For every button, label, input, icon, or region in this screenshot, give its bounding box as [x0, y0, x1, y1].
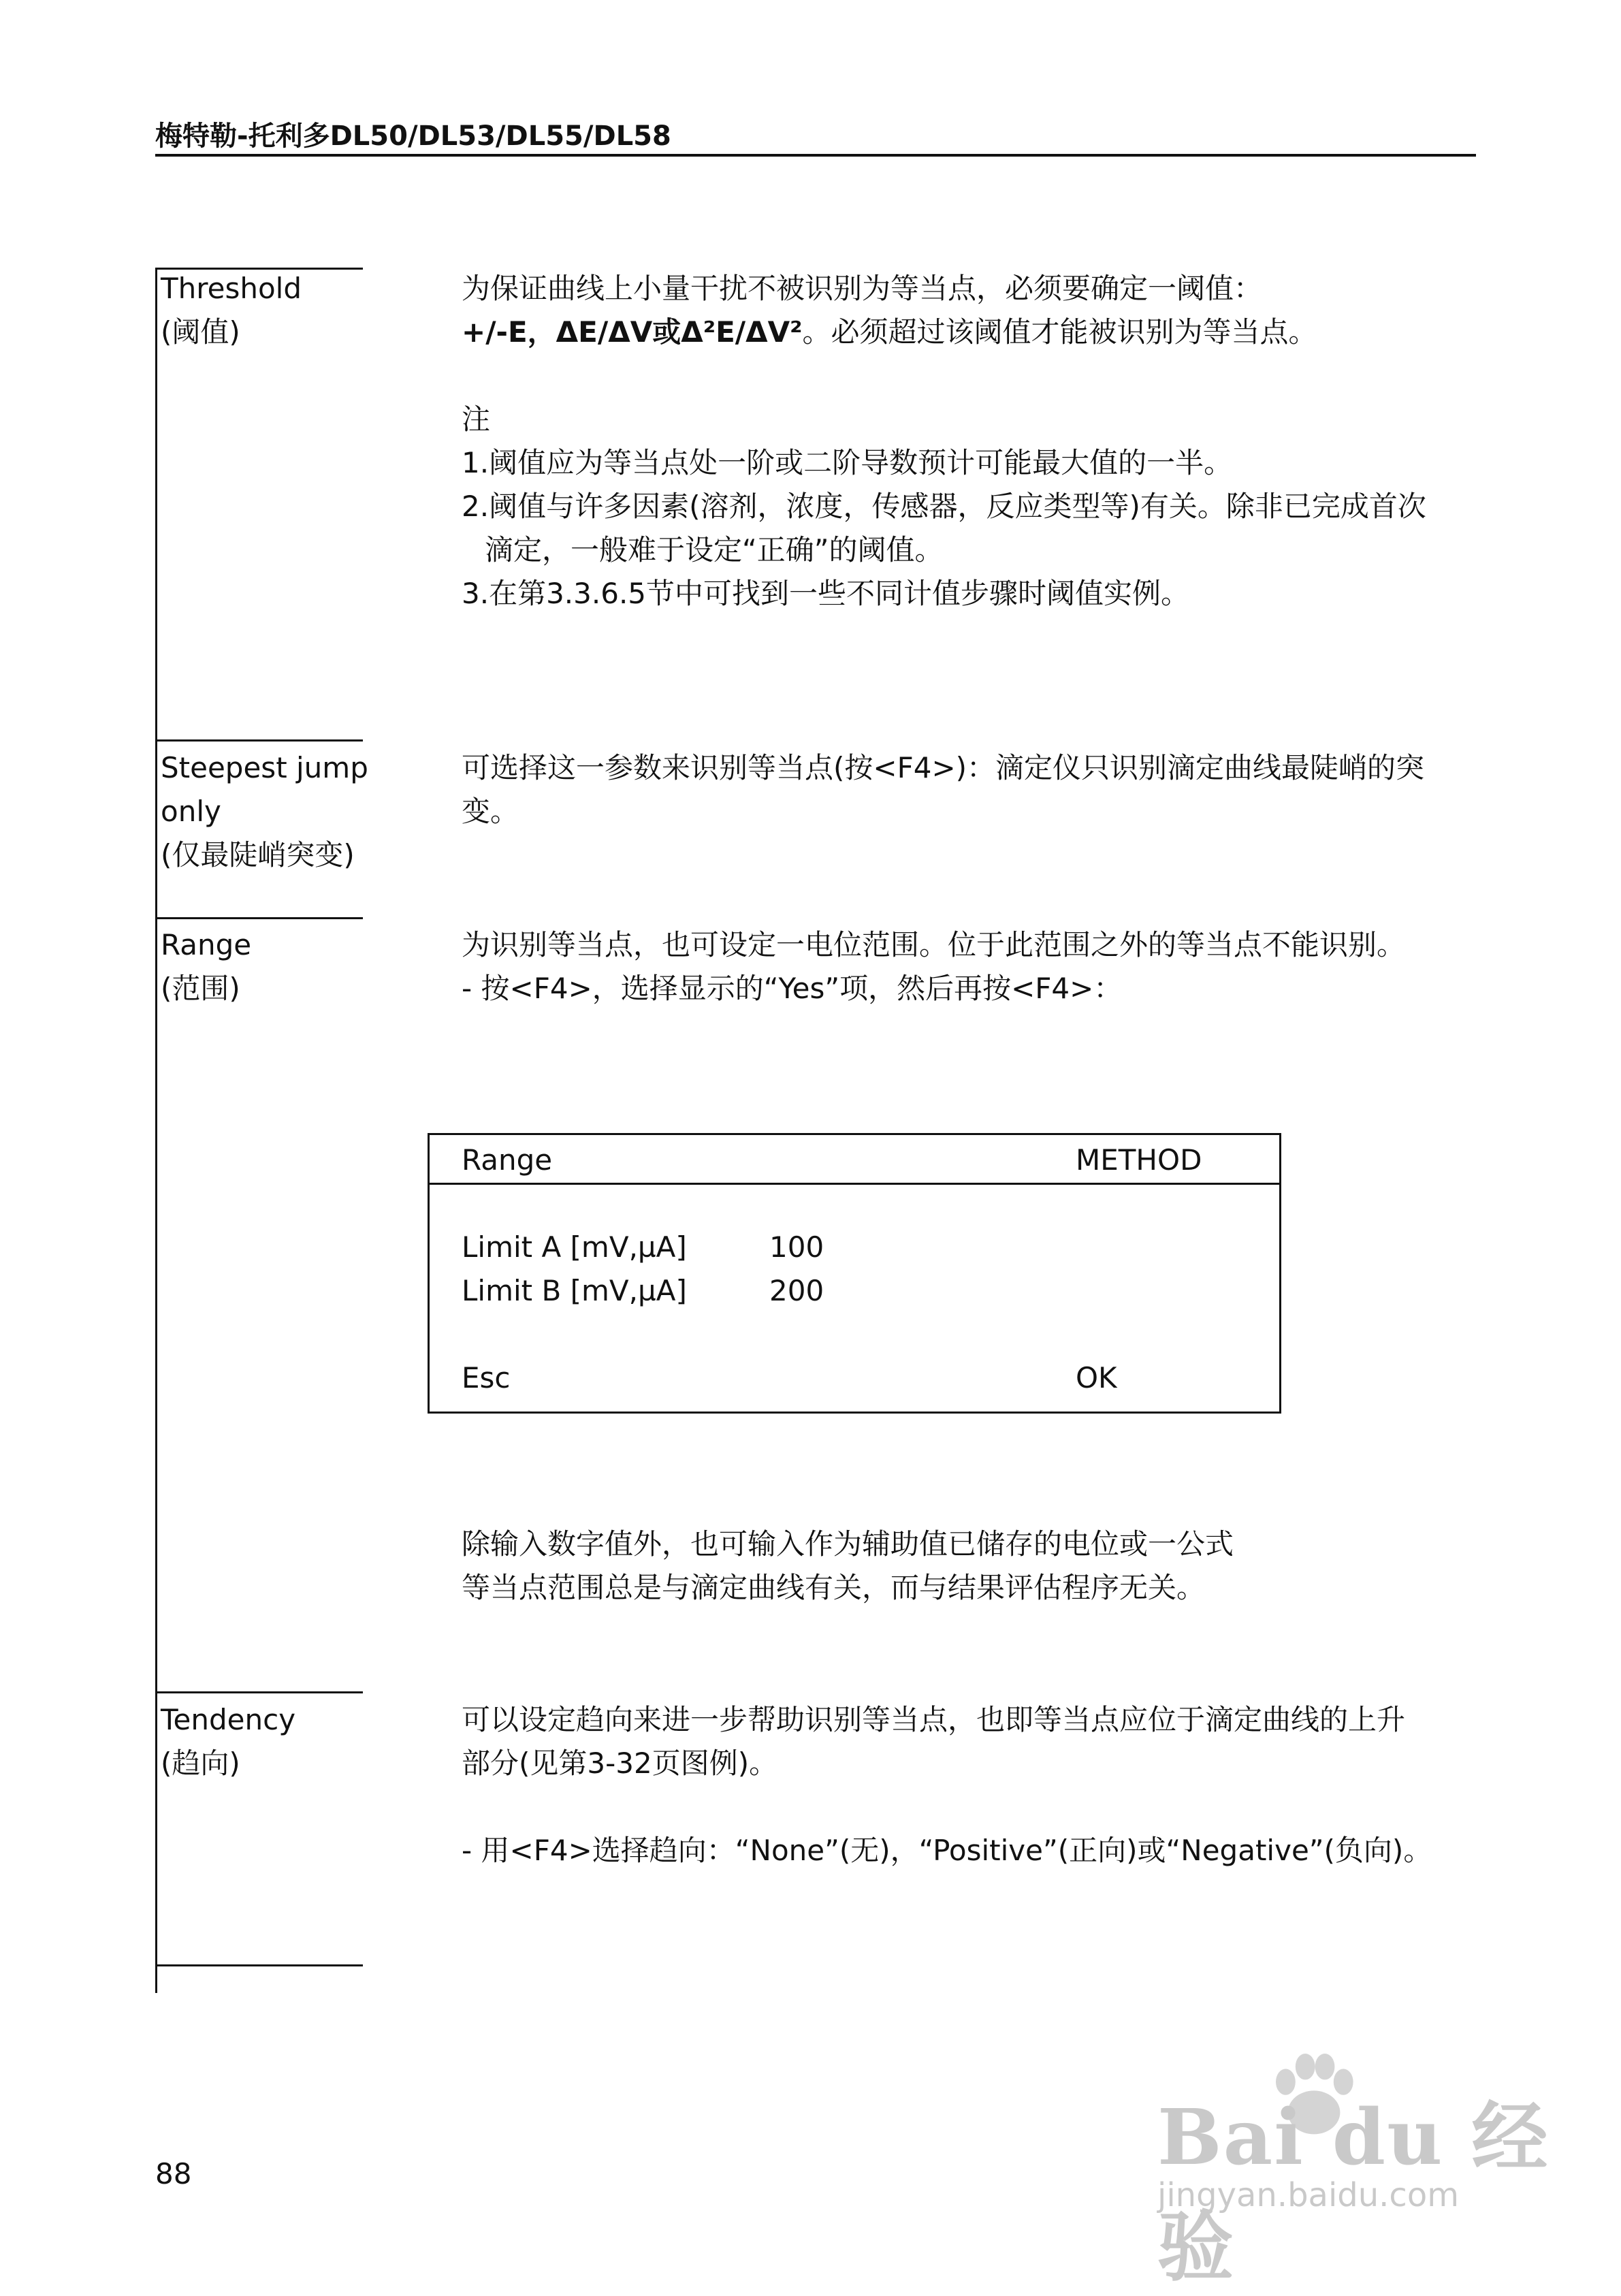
label-range-en: Range	[161, 928, 252, 961]
separator-steepest	[155, 739, 363, 742]
watermark-url: jingyan.baidu.com	[1157, 2176, 1459, 2214]
limit-b-value[interactable]: 200	[769, 1274, 824, 1307]
threshold-line2	[462, 310, 1317, 354]
note-3: 3.在第3.3.6.5节中可找到一些不同计值步骤时阈值实例。	[462, 577, 1190, 610]
ok-softkey[interactable]: OK	[1076, 1361, 1117, 1394]
dialog-title: Range	[462, 1143, 553, 1177]
label-steepest-cn: (仅最陡峭突变)	[161, 838, 355, 872]
range-after1: 除输入数字值外，也可输入作为辅助值已储存的电位或一公式	[462, 1527, 1234, 1561]
page-number: 88	[155, 2157, 192, 2190]
tendency-line1: 可以设定趋向来进一步帮助识别等当点，也即等当点应位于滴定曲线的上升	[462, 1703, 1406, 1736]
dialog-title-rule	[428, 1183, 1281, 1185]
threshold-formula: +/-E，ΔE/ΔV或Δ²E/ΔV²	[462, 315, 803, 349]
note-2a: 2.阈值与许多因素(溶剂，浓度，传感器，反应类型等)有关。除非已完成首次	[462, 490, 1426, 523]
left-column-line	[155, 268, 157, 1993]
limit-b-label: Limit B [mV,µA]	[462, 1274, 687, 1307]
threshold-line1: 为保证曲线上小量干扰不被识别为等当点，必须要确定一阈值：	[462, 272, 1263, 305]
label-steepest-en1: Steepest jump	[161, 751, 368, 784]
label-range-cn: (范围)	[161, 972, 240, 1005]
watermark-logo: Bai du 经验	[1157, 2093, 1550, 2292]
label-steepest-en2: only	[161, 795, 221, 828]
esc-softkey[interactable]: Esc	[462, 1361, 511, 1394]
separator-tendency	[155, 1691, 363, 1693]
separator-end	[155, 1964, 363, 1966]
label-tendency-cn: (趋向)	[161, 1747, 240, 1780]
range-line2: - 按<F4>，选择显示的“Yes”项，然后再按<F4>：	[462, 972, 1123, 1005]
separator-range	[155, 917, 363, 919]
label-threshold-en: Threshold	[161, 272, 302, 305]
note-title: 注	[462, 402, 491, 436]
label-tendency-en: Tendency	[161, 1703, 296, 1736]
steepest-line1: 可选择这一参数来识别等当点(按<F4>)：滴定仪只识别滴定曲线最陡峭的突	[462, 751, 1425, 784]
range-after2: 等当点范围总是与滴定曲线有关，而与结果评估程序无关。	[462, 1571, 1206, 1604]
dialog-mode: METHOD	[1076, 1143, 1202, 1177]
tendency-line2: 部分(见第3-32页图例)。	[462, 1747, 778, 1780]
threshold-line2-rest: 。必须超过该阈值才能被识别为等当点。	[802, 315, 1317, 349]
note-2b: 滴定，一般难于设定“正确”的阈值。	[485, 533, 944, 567]
steepest-line2: 变。	[462, 795, 519, 828]
range-line1: 为识别等当点，也可设定一电位范围。位于此范围之外的等当点不能识别。	[462, 928, 1406, 961]
label-threshold-cn: (阈值)	[161, 315, 240, 349]
header-rule	[155, 154, 1476, 157]
note-1: 1.阈值应为等当点处一阶或二阶导数预计可能最大值的一半。	[462, 446, 1233, 479]
limit-a-label: Limit A [mV,µA]	[462, 1230, 687, 1264]
running-header: 梅特勒-托利多DL50/DL53/DL55/DL58	[155, 121, 671, 152]
limit-a-value[interactable]: 100	[769, 1230, 824, 1264]
tendency-line3: - 用<F4>选择趋向：“None”(无)，“Positive”(正向)或“Negative”(负向)。	[462, 1834, 1432, 1867]
